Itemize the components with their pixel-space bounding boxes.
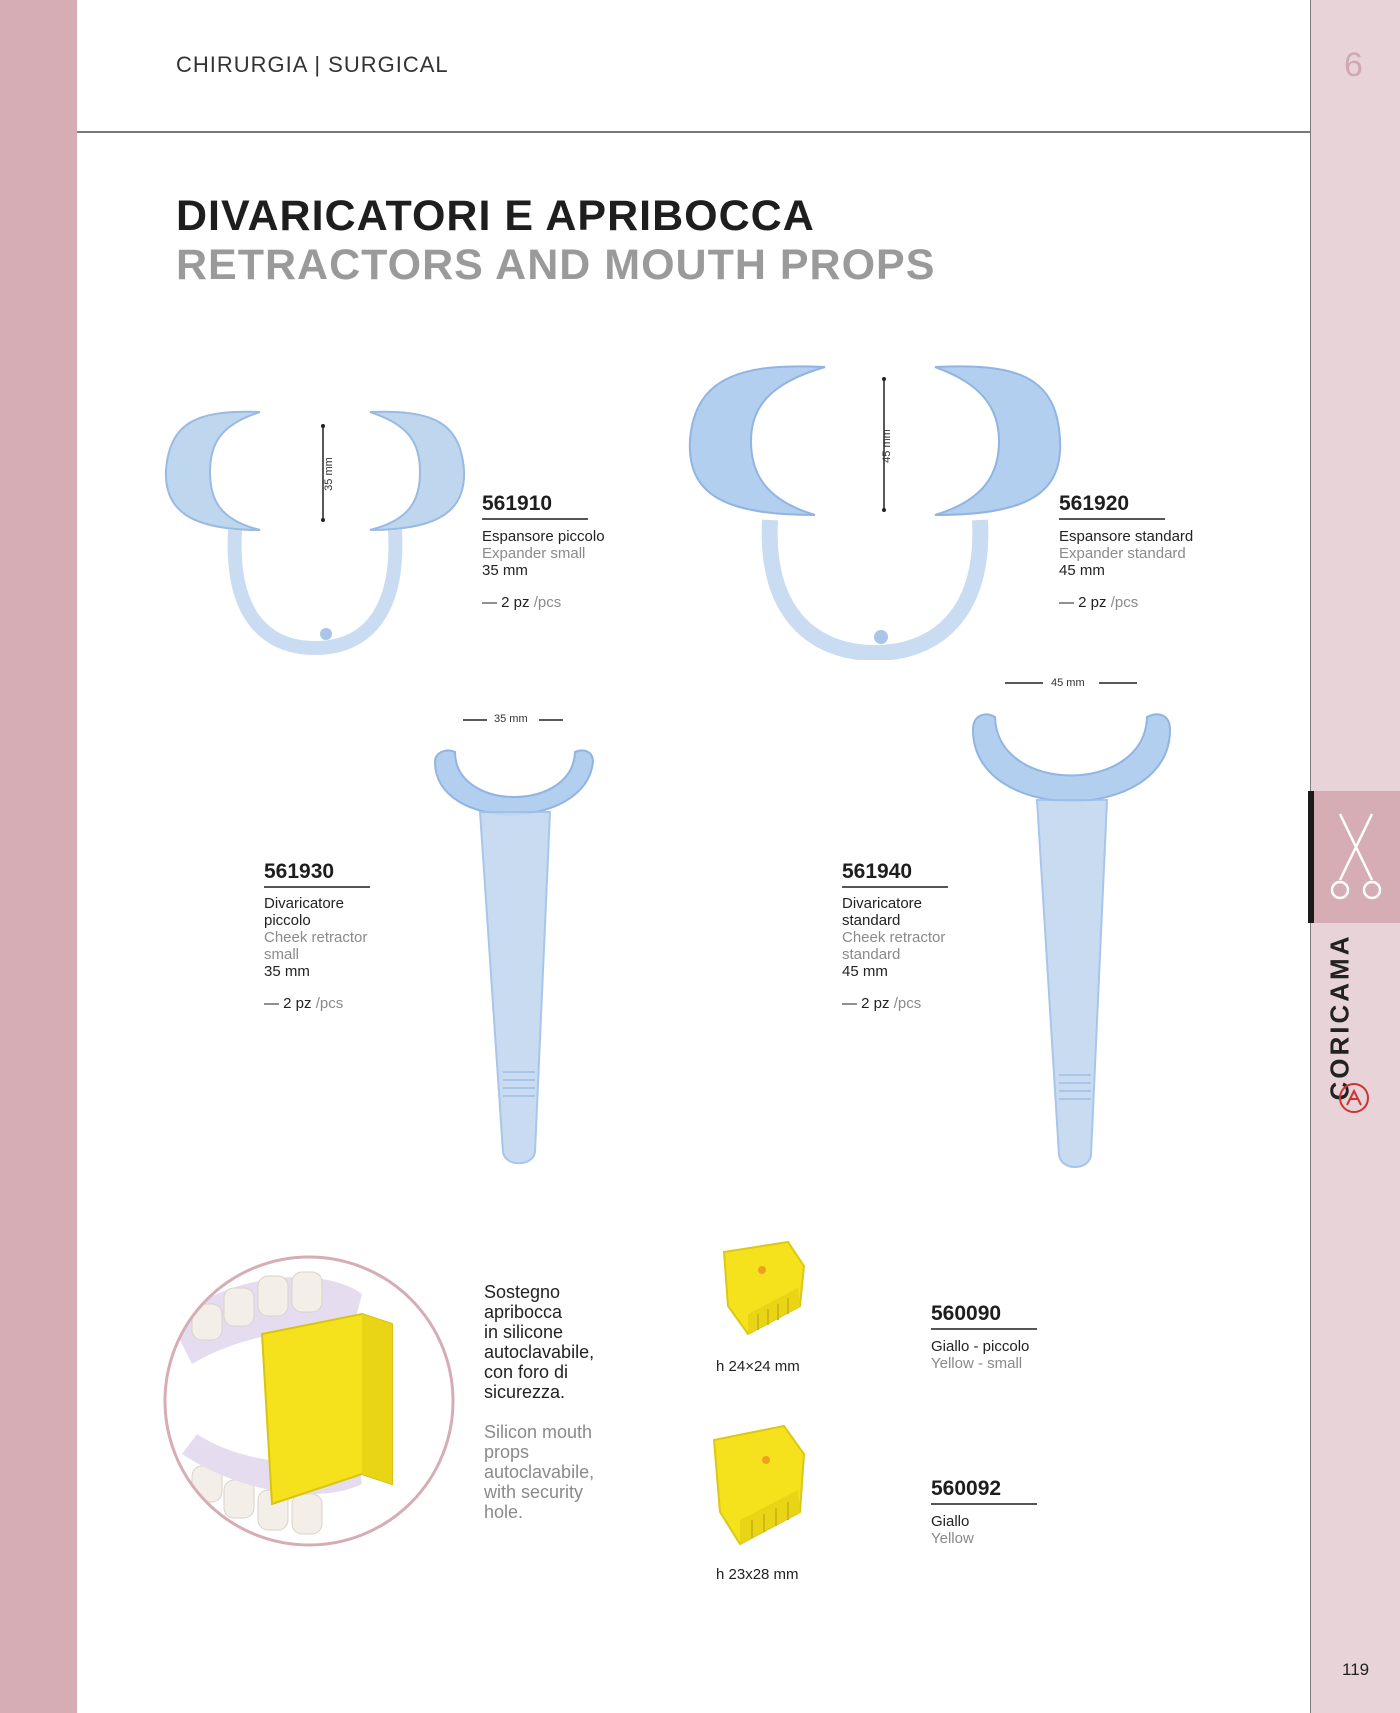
code-underline — [482, 518, 588, 520]
text-line: in silicone — [484, 1322, 564, 1342]
package-quantity — [482, 594, 561, 611]
product-size: 35 mm — [264, 963, 310, 980]
mouth-prop-description-italian — [484, 1282, 604, 1402]
text-line: autoclavabile, — [484, 1462, 595, 1482]
text-line: Silicon mouth — [484, 1422, 593, 1442]
product-code: 561910 — [482, 492, 553, 515]
code-underline — [842, 886, 948, 888]
dimension-label: 45 mm — [1051, 677, 1085, 689]
description-english-line1: Cheek retractor — [264, 929, 368, 946]
product-code: 561920 — [1059, 492, 1130, 515]
package-quantity — [1059, 594, 1138, 611]
product-description — [482, 528, 605, 579]
code-underline — [1059, 518, 1165, 520]
description-italian: Giallo - piccolo — [931, 1338, 1030, 1355]
description-italian-line2: piccolo — [264, 912, 311, 929]
text-line: hole. — [484, 1502, 524, 1522]
product-code: 560090 — [931, 1302, 1002, 1325]
description-italian-line1: Divaricatore — [842, 895, 923, 912]
description-italian: Giallo — [931, 1513, 970, 1530]
description-english-line2: small — [264, 946, 300, 963]
description-italian-line2: standard — [842, 912, 901, 929]
mouth-prop-in-use-photo — [162, 1254, 456, 1548]
mouth-prop-description-english — [484, 1422, 604, 1522]
quantity-value: — 2 pz — [1059, 594, 1107, 611]
section-header: CHIRURGIA | SURGICAL — [176, 52, 449, 77]
text-line: props — [484, 1442, 530, 1462]
page-number: 119 — [1342, 1660, 1370, 1679]
description-english-line2: standard — [842, 946, 901, 963]
product-description — [1059, 528, 1193, 579]
brand-logo-text: CORICAMA — [1324, 933, 1355, 1101]
code-underline — [264, 886, 370, 888]
chapter-tab-marker — [1308, 791, 1314, 923]
page-title-italian: DIVARICATORI E APRIBOCCA — [176, 192, 815, 240]
quantity-unit: /pcs — [315, 995, 344, 1012]
text-line: autoclavabile, — [484, 1342, 595, 1362]
cheek-retractor-standard-image — [965, 675, 1180, 1175]
text-line: apribocca — [484, 1302, 563, 1322]
mouth-prop-standard-image — [710, 1420, 830, 1550]
product-description — [842, 895, 945, 980]
product-size: 35 mm — [482, 562, 528, 579]
description-italian: Espansore piccolo — [482, 528, 605, 545]
code-underline — [931, 1503, 1037, 1505]
product-description — [931, 1338, 1029, 1372]
quantity-unit: /pcs — [893, 995, 922, 1012]
dimension-label: 35 mm — [494, 713, 528, 725]
scissors-icon — [1328, 810, 1384, 906]
quantity-value: — 2 pz — [842, 995, 890, 1012]
page-title-english: RETRACTORS AND MOUTH PROPS — [176, 241, 936, 289]
prop-size: h 23x28 mm — [716, 1566, 799, 1583]
product-description — [264, 895, 367, 980]
product-size: 45 mm — [842, 963, 888, 980]
text-line: Sostegno — [484, 1282, 561, 1302]
expander-small-image — [160, 400, 470, 655]
description-english: Yellow — [931, 1530, 974, 1547]
left-color-band — [0, 0, 77, 1713]
description-english: Expander small — [482, 545, 586, 562]
product-code: 561930 — [264, 860, 335, 883]
description-english-line1: Cheek retractor — [842, 929, 946, 946]
description-italian-line1: Divaricatore — [264, 895, 345, 912]
expander-standard-image — [685, 355, 1065, 660]
description-italian: Espansore standard — [1059, 528, 1194, 545]
cheek-retractor-small-image — [425, 712, 605, 1172]
quantity-value: — 2 pz — [482, 594, 530, 611]
quantity-value: — 2 pz — [264, 995, 312, 1012]
code-underline — [931, 1328, 1037, 1330]
product-code: 561940 — [842, 860, 913, 883]
package-quantity — [264, 995, 343, 1012]
text-line: with security — [484, 1482, 584, 1502]
dimension-label: 45 mm — [880, 429, 893, 463]
package-quantity — [842, 995, 921, 1012]
header-divider — [77, 131, 1311, 133]
mouth-prop-small-image — [718, 1236, 826, 1340]
text-line: con foro di — [484, 1362, 569, 1382]
product-description — [931, 1513, 974, 1547]
prop-size: h 24×24 mm — [716, 1358, 800, 1375]
text-line: sicurezza. — [484, 1382, 566, 1402]
product-size: 45 mm — [1059, 562, 1105, 579]
product-code: 560092 — [931, 1477, 1002, 1500]
description-english: Yellow - small — [931, 1355, 1023, 1372]
chapter-number: 6 — [1344, 46, 1363, 84]
dimension-label: 35 mm — [322, 457, 335, 491]
brand-logo-icon — [1339, 1083, 1369, 1113]
quantity-unit: /pcs — [533, 594, 562, 611]
quantity-unit: /pcs — [1110, 594, 1139, 611]
description-english: Expander standard — [1059, 545, 1186, 562]
